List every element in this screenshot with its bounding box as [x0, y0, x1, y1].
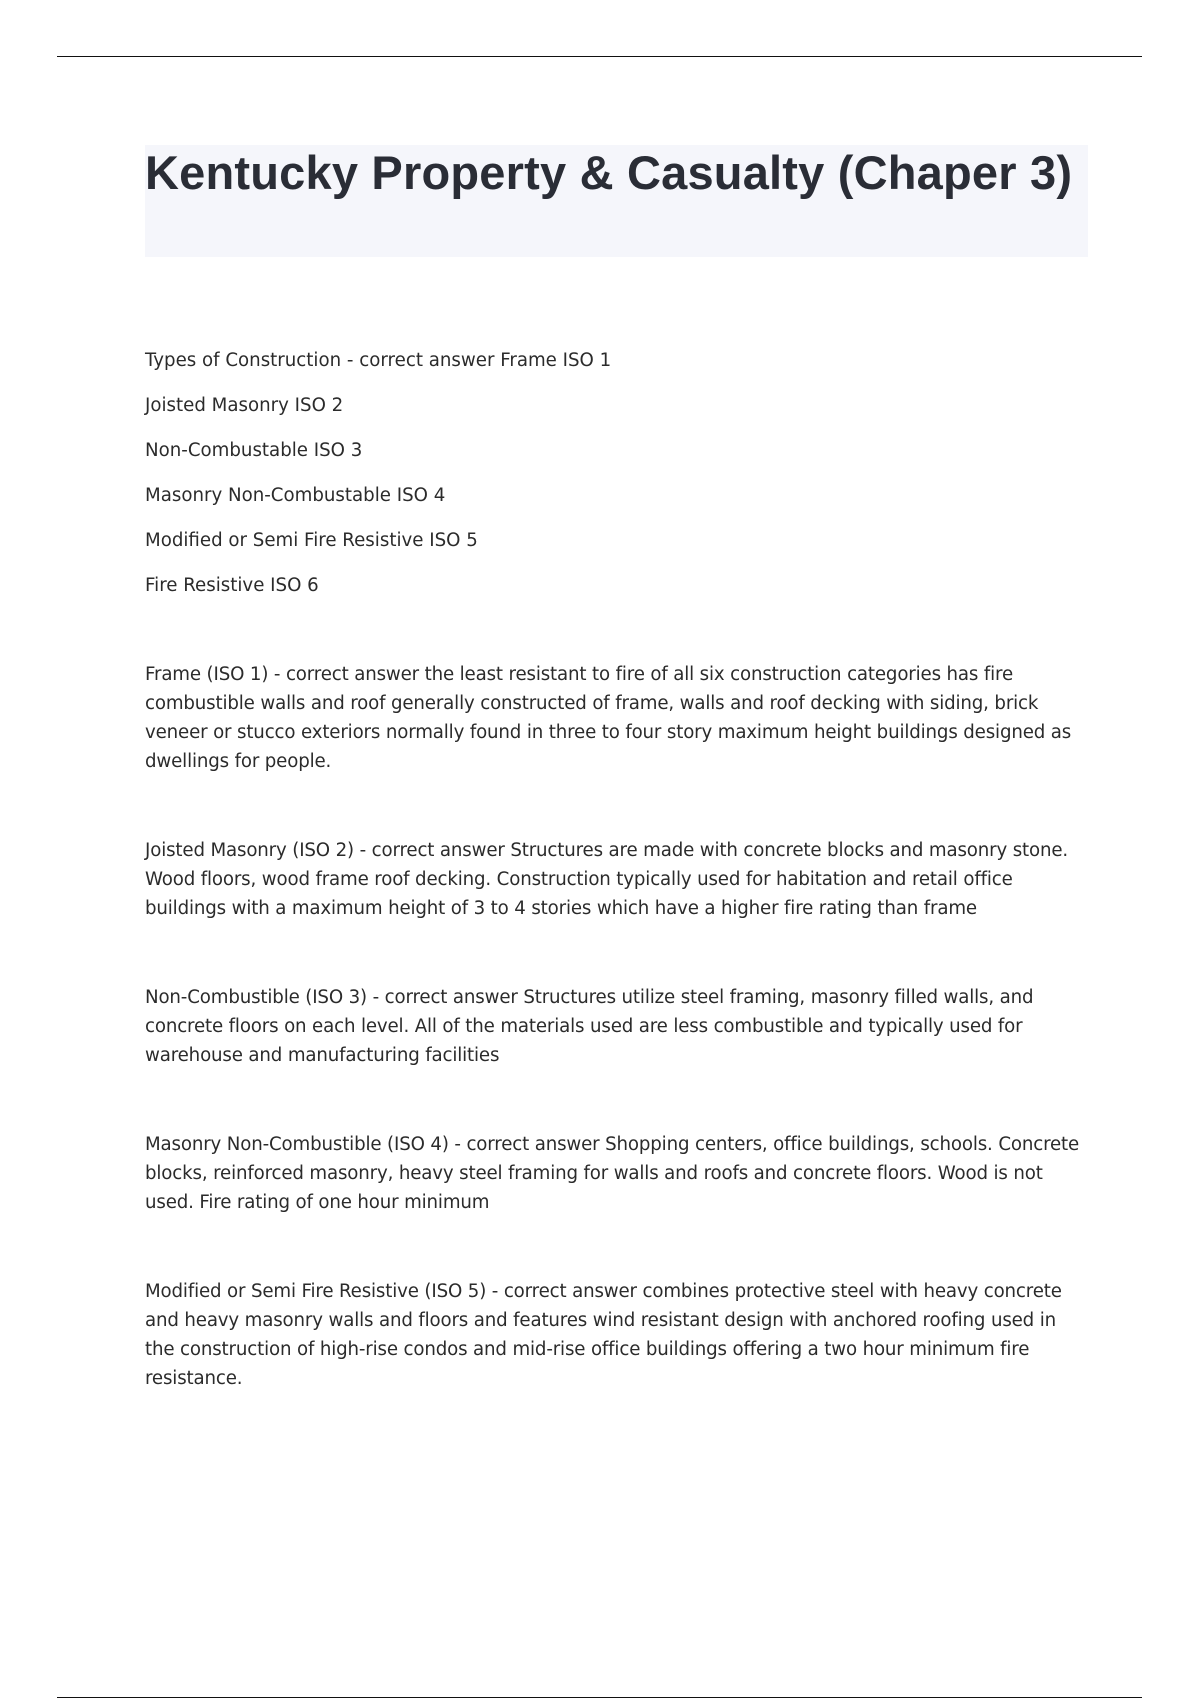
page-title: Kentucky Property & Casualty (Chaper 3) — [145, 146, 1073, 199]
spacer — [145, 1217, 1090, 1277]
list-item: Modified or Semi Fire Resistive ISO 5 — [145, 530, 478, 551]
spacer — [145, 1070, 1090, 1130]
qa-entry-non-combustible: Non-Combustible (ISO 3) - correct answer Structures utilize steel framing, masonry filled walls, and concrete floors on each level. All of the materials used are less combustible and typically used for warehouse and manufacturing facilities — [145, 987, 1034, 1066]
qa-entry-frame: Frame (ISO 1) - correct answer the least resistant to fire of all six construction categories has fire combustible walls and roof generally constructed of frame, walls and roof decking with siding, brick veneer or stucco exteriors normally found in three to four story maximum height buildings designed as dwellings for people. — [145, 664, 1072, 772]
spacer — [145, 776, 1090, 836]
top-rule — [57, 56, 1142, 57]
spacer — [145, 600, 1090, 660]
document-body — [145, 346, 1090, 1393]
qa-entry-semi-fire-resistive: Modified or Semi Fire Resistive (ISO 5) - correct answer combines protective steel with heavy concrete and heavy masonry walls and floors and features wind resistant design with anchored roofing used in the construction of high-rise condos and mid-rise office buildings offering a two hour minimum fire resistance. — [145, 1281, 1062, 1389]
title-block — [145, 145, 1088, 257]
construction-types-list — [145, 346, 1090, 600]
spacer — [145, 923, 1090, 983]
qa-entry-masonry-non-combustible: Masonry Non-Combustible (ISO 4) - correct answer Shopping centers, office buildings, schools. Concrete blocks, reinforced masonry, heavy steel framing for walls and roofs and concrete floors. Wood is not used. Fire rating of one hour minimum — [145, 1134, 1080, 1213]
list-item: Masonry Non-Combustable ISO 4 — [145, 485, 446, 506]
qa-entry-joisted-masonry: Joisted Masonry (ISO 2) - correct answer Structures are made with concrete blocks and masonry stone. Wood floors, wood frame roof decking. Construction typically used for habitation and retail office buildings with a maximum height of 3 to 4 stories which have a higher fire rating than frame — [145, 840, 1069, 919]
bottom-rule — [57, 1697, 1142, 1698]
list-item: Fire Resistive ISO 6 — [145, 575, 319, 596]
list-item: Joisted Masonry ISO 2 — [145, 395, 344, 416]
list-item: Types of Construction - correct answer Frame ISO 1 — [145, 350, 612, 371]
list-item: Non-Combustable ISO 3 — [145, 440, 363, 461]
